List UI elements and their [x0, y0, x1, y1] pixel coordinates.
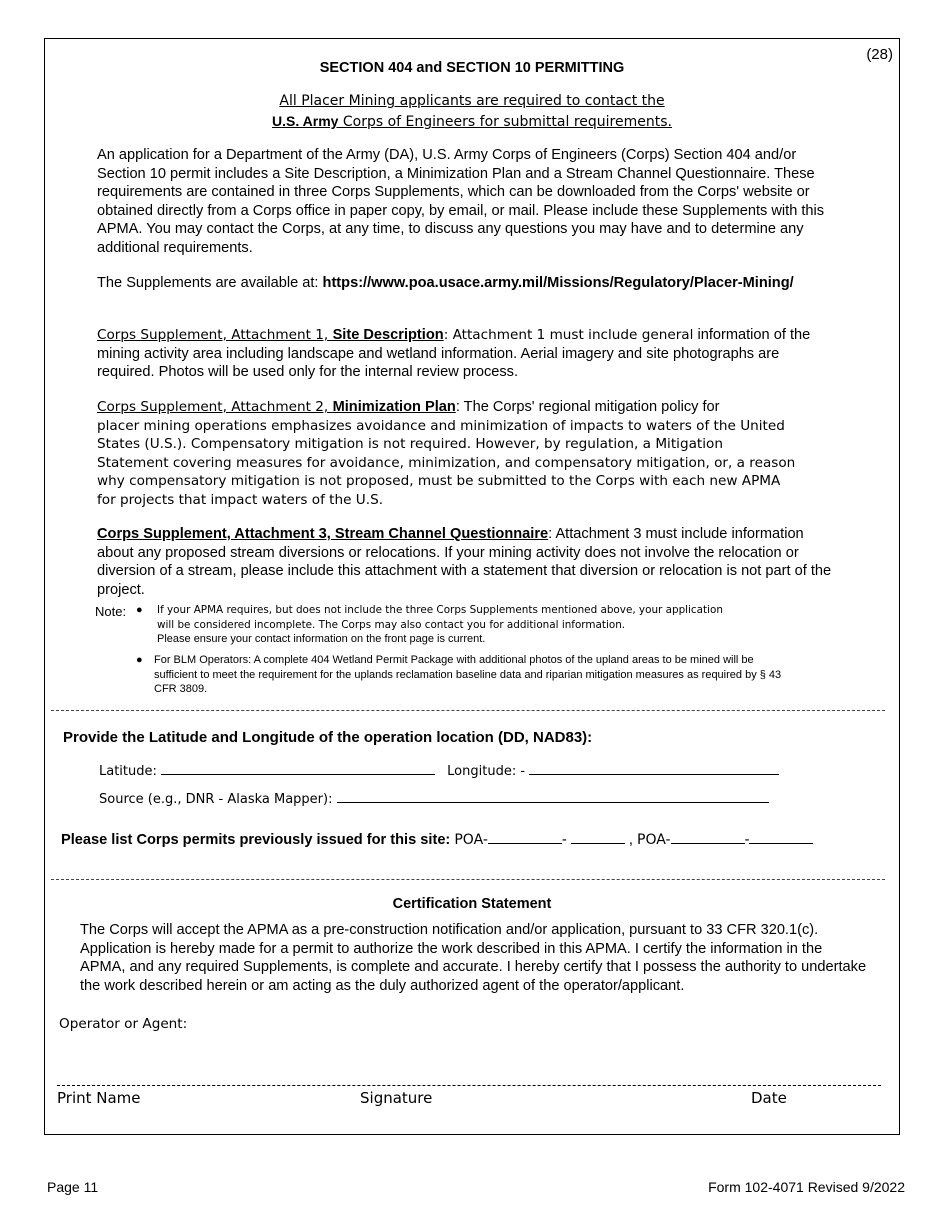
supplements-paragraph	[97, 274, 837, 293]
latitude-label: Latitude:	[99, 764, 157, 779]
source-label: Source (e.g., DNR - Alaska Mapper):	[99, 792, 333, 807]
permits-label: Please list Corps permits previously issued for this site:	[61, 832, 451, 848]
attachment1-heading: Site Description	[332, 327, 444, 343]
source-field[interactable]	[337, 790, 769, 803]
permit-sep-1: -	[561, 832, 567, 848]
attachment2-line5: why compensatory mitigation is not proposed, must be submitted to the Corps with each new APMA	[97, 473, 781, 490]
page-marker: (28)	[866, 46, 893, 63]
contact-notice-line1: All Placer Mining applicants are required to contact the	[279, 93, 665, 109]
attachment1-paragraph	[97, 326, 837, 382]
permit-number-2b[interactable]	[749, 831, 813, 844]
longitude-label: Longitude:	[447, 764, 517, 779]
latitude-field[interactable]	[161, 762, 435, 775]
contact-notice-line2	[45, 113, 899, 130]
print-name-label: Print Name	[57, 1089, 141, 1107]
notice-rest: Corps of Engineers for submittal requirements.	[338, 114, 672, 130]
note-bullet-1	[136, 603, 839, 647]
signature-line[interactable]	[57, 1085, 881, 1086]
bullet-icon: ●	[136, 654, 143, 666]
longitude-prefix: -	[520, 764, 526, 779]
certification-heading: Certification Statement	[392, 896, 552, 912]
attachment3-paragraph	[97, 525, 837, 599]
divider	[51, 879, 885, 880]
intro-paragraph: An application for a Department of the Army (DA), U.S. Army Corps of Engineers (Corps) Section 404 and/or Section 10 permit includes a Site Description, a Minimization Plan and a Stream Channel Questionnaire. These requirements are contained in three Corps Supplements, which can be downloaded from the Corps' website or obtained directly from a Corps office in paper copy, by email, or mail. Please include these Supplements with this APMA. You may contact the Corps, at any time, to discuss any questions you may have and to determine any additional requirements.	[97, 147, 825, 256]
permit-prefix-1: POA-	[454, 832, 488, 848]
note-bullet2-text: For BLM Operators: A complete 404 Wetland Permit Package with additional photos of the upland areas to be mined will be sufficient to meet the requirement for the uplands reclamation baseline data and riparian mitigation measures as required by § 43 CFR 3809.	[154, 654, 782, 695]
longitude-field[interactable]	[529, 762, 779, 775]
supplements-url[interactable]: https://www.poa.usace.army.mil/Missions/Regulatory/Placer-Mining/	[322, 275, 794, 291]
permit-number-1b[interactable]	[571, 831, 625, 844]
attachment3-body: information about any proposed stream diversions or relocations. If your mining activity does not involve the relocation or diversion of a stream, please include this attachment with a statement that diversion or relocation is not part of the project.	[97, 526, 832, 598]
attachment2-lead: : The Corps' regional mitigation policy for	[455, 399, 720, 415]
form-page-frame	[44, 38, 900, 1135]
attachment2-paragraph	[97, 398, 837, 510]
army-label: U.S. Army	[272, 113, 339, 129]
source-row	[99, 790, 769, 807]
date-label: Date	[751, 1089, 787, 1107]
attachment3-heading: Corps Supplement, Attachment 3, Stream Channel Questionnaire	[97, 526, 549, 542]
attachment1-body: information of the mining activity area including landscape and wetland information. Aerial imagery and site photographs are required. Photos will be used only for the internal review process.	[97, 327, 811, 381]
form-number: Form 102-4071 Revised 9/2022	[708, 1179, 905, 1195]
attachment1-lead: : Attachment 1 must include general	[443, 327, 694, 343]
operator-label: Operator or Agent:	[59, 1016, 188, 1032]
latitude-row	[99, 762, 779, 779]
signature-label: Signature	[360, 1089, 433, 1107]
permit-number-2a[interactable]	[671, 831, 745, 844]
certification-body: The Corps will accept the APMA as a pre-construction notification and/or application, pursuant to 33 CFR 320.1(c). Application is hereby made for a permit to authorize the work described in this APMA. I certify the information in the APMA, and any required Supplements, is complete and accurate. I hereby certify that I possess the authority to undertake the work described herein or am acting as the duly authorized agent of the operator/applicant.	[80, 922, 867, 994]
attachment2-prefix: Corps Supplement, Attachment 2,	[97, 399, 333, 415]
note-bullet-2	[136, 653, 789, 697]
permit-sep-2: -	[744, 832, 750, 848]
attachment2-line6: for projects that impact waters of the U.S.	[97, 491, 384, 508]
note-label: Note:	[95, 604, 127, 619]
page-number: Page 11	[47, 1179, 99, 1195]
permit-number-1a[interactable]	[488, 831, 562, 844]
bullet-icon: ●	[136, 604, 143, 616]
attachment1-prefix: Corps Supplement, Attachment 1,	[97, 327, 333, 343]
attachment3-lead: : Attachment 3 must include	[548, 526, 728, 542]
section-title: SECTION 404 and SECTION 10 PERMITTING	[319, 60, 625, 76]
note-bullet1-line1: If your APMA requires, but does not include the three Corps Supplements mentioned above, your application	[157, 604, 723, 616]
attachment2-line4: Statement covering measures for avoidance, minimization, and compensatory mitigation, or, a reason	[97, 454, 796, 471]
permit-comma: ,	[628, 832, 633, 848]
note-bullet1-line2: will be considered incomplete. The Corps may also contact you for additional information.	[157, 618, 626, 631]
location-heading: Provide the Latitude and Longitude of the operation location (DD, NAD83):	[63, 729, 593, 746]
supplements-label: The Supplements are available at:	[97, 275, 323, 291]
attachment2-line3: States (U.S.). Compensatory mitigation is not required. However, by regulation, a Mitigation	[97, 436, 723, 453]
divider	[51, 710, 885, 711]
attachment2-heading: Minimization Plan	[332, 399, 456, 415]
permit-prefix-2: POA-	[637, 832, 671, 848]
permits-row	[61, 831, 813, 848]
attachment2-line2: placer mining operations emphasizes avoidance and minimization of impacts to waters of the United	[97, 417, 785, 434]
note-bullet1-line3: Please ensure your contact information on the front page is current.	[157, 633, 486, 645]
